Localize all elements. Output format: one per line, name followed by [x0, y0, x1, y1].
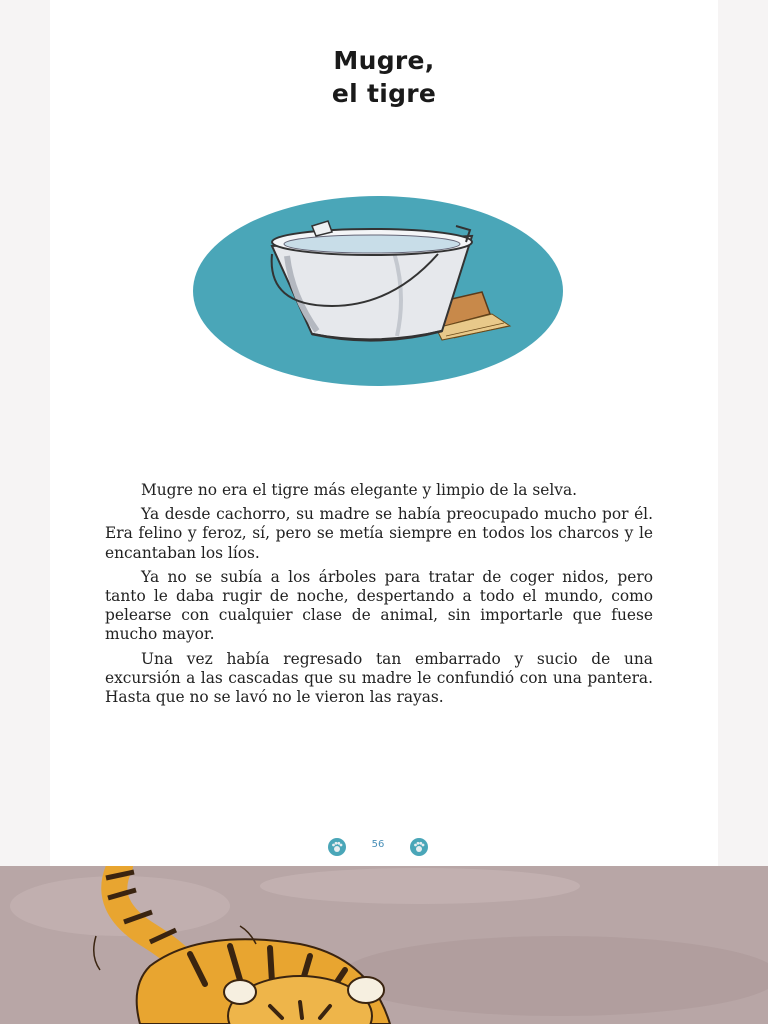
title-line-1: Mugre,: [333, 46, 435, 75]
page-footer: [0, 836, 768, 858]
paragraph-2: Ya desde cachorro, su madre se había preocupado mucho por él. Era felino y feroz, sí, pero se metía siempre en todos los charcos y le encantaban los líos.: [105, 505, 653, 562]
paw-icon: [410, 838, 428, 856]
story-title: [0, 44, 768, 110]
bucket-illustration: [192, 196, 564, 386]
title-line-2: el tigre: [331, 79, 437, 108]
book-page: [50, 0, 718, 866]
story-text: [105, 481, 653, 712]
page-number: 56: [371, 839, 385, 850]
paw-icon: [328, 838, 346, 856]
paragraph-3: Ya no se subía a los árboles para tratar de coger nidos, pero tanto le daba rugir de noche, despertando a todo el mundo, como pelearse con cualquier clase de animal, sin importarle que fuese mucho mayor.: [105, 567, 653, 644]
paragraph-1: Mugre no era el tigre más elegante y limpio de la selva.: [141, 481, 578, 499]
paragraph-4: Una vez había regresado tan embarrado y sucio de una excursión a las cascadas que su madre le confundió con una pantera. Hasta que no se lavó no le vieron las rayas.: [105, 649, 653, 707]
tiger-illustration: [0, 866, 768, 1024]
